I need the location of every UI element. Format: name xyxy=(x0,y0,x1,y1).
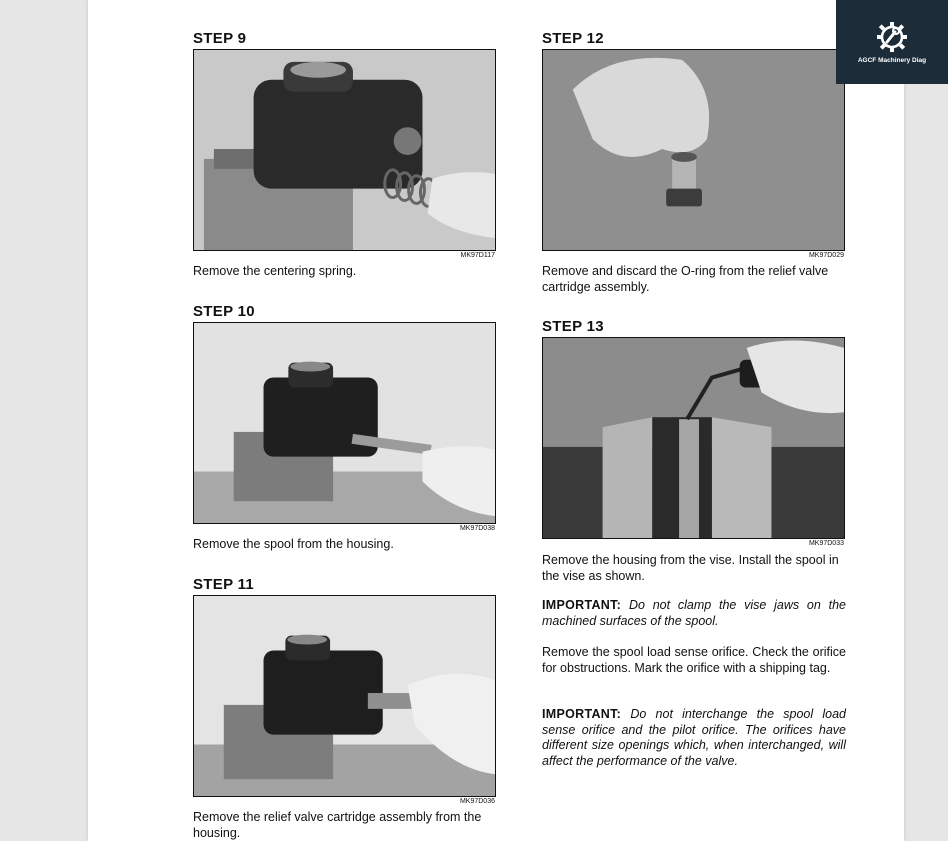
step-10-caption: Remove the spool from the housing. xyxy=(193,537,394,551)
brand-name: AGCF Machinery Diag xyxy=(857,56,927,64)
step-11-image-code: MK97D036 xyxy=(459,798,495,805)
step-11-photo xyxy=(193,595,496,797)
step-12-title: STEP 12 xyxy=(542,30,604,47)
step-13-caption: Remove the housing from the vise. Install the spool in the vise as shown. xyxy=(542,553,839,583)
step-9-caption: Remove the centering spring. xyxy=(193,264,357,278)
step-13-title: STEP 13 xyxy=(542,318,604,335)
step-11-title: STEP 11 xyxy=(193,576,255,593)
step-13-photo xyxy=(542,337,845,539)
gear-wrench-icon xyxy=(875,20,909,54)
step-10-title: STEP 10 xyxy=(193,303,255,320)
step-12-image-code: MK97D029 xyxy=(808,252,844,259)
step-9-title: STEP 9 xyxy=(193,30,247,47)
step-10-photo xyxy=(193,322,496,524)
step-9-image-code: MK97D117 xyxy=(460,252,495,259)
brand-logo xyxy=(836,0,948,84)
step-12-photo xyxy=(542,49,845,251)
step-10-image-code: MK97D038 xyxy=(459,525,495,532)
step-9-photo xyxy=(193,49,496,251)
important-note-2 xyxy=(542,707,846,769)
step-11-caption: Remove the relief valve cartridge assembly from the housing. xyxy=(193,810,482,840)
important-label-1: IMPORTANT: xyxy=(542,598,622,612)
step-13-image-code: MK97D033 xyxy=(808,540,844,547)
orifice-instruction: Remove the spool load sense orifice. Check the orifice for obstructions. Mark the orifice with a shipping tag. xyxy=(542,645,846,675)
step-12-caption: Remove and discard the O-ring from the relief valve cartridge assembly. xyxy=(542,264,829,294)
important-text-2: Do not interchange the spool load sense orifice and the pilot orifice. The orifices have different size openings which, when interchanged, will affect the performance of the valve. xyxy=(542,707,846,768)
important-text-1: Do not clamp the vise jaws on the machined surfaces of the spool. xyxy=(542,598,846,628)
important-label-2: IMPORTANT: xyxy=(542,707,622,721)
important-note-1 xyxy=(542,598,846,629)
